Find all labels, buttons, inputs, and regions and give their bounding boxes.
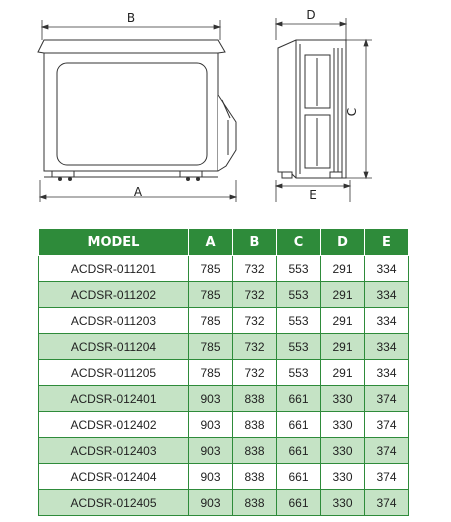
- cell-a: 785: [189, 256, 233, 282]
- cell-d: 330: [321, 386, 365, 412]
- cell-c: 661: [277, 412, 321, 438]
- table-row: [39, 438, 409, 464]
- cell-model: ACDSR-011205: [39, 360, 189, 386]
- cell-b: 732: [233, 308, 277, 334]
- cell-model: ACDSR-011201: [39, 256, 189, 282]
- label-b: B: [126, 11, 136, 25]
- cell-a: 785: [189, 308, 233, 334]
- label-a: A: [133, 185, 143, 199]
- header-d: D: [321, 229, 365, 256]
- cell-d: 291: [321, 256, 365, 282]
- cell-b: 838: [233, 490, 277, 516]
- cell-e: 334: [365, 334, 409, 360]
- cell-c: 661: [277, 464, 321, 490]
- table-row: [39, 334, 409, 360]
- cell-model: ACDSR-011203: [39, 308, 189, 334]
- cell-c: 661: [277, 438, 321, 464]
- cell-e: 334: [365, 308, 409, 334]
- header-c: C: [277, 229, 321, 256]
- cell-a: 785: [189, 334, 233, 360]
- cell-model: ACDSR-012405: [39, 490, 189, 516]
- header-a: A: [189, 229, 233, 256]
- cell-d: 330: [321, 464, 365, 490]
- cell-c: 553: [277, 282, 321, 308]
- cell-model: ACDSR-012403: [39, 438, 189, 464]
- side-view: [278, 40, 346, 178]
- table-header-row: [39, 229, 409, 256]
- cell-b: 838: [233, 464, 277, 490]
- cell-b: 732: [233, 282, 277, 308]
- header-model: MODEL: [39, 229, 189, 256]
- cell-e: 374: [365, 464, 409, 490]
- table-row: [39, 256, 409, 282]
- table-row: [39, 412, 409, 438]
- cell-e: 374: [365, 438, 409, 464]
- cell-a: 903: [189, 464, 233, 490]
- cell-c: 553: [277, 360, 321, 386]
- cell-b: 838: [233, 386, 277, 412]
- cell-c: 553: [277, 334, 321, 360]
- table-row: [39, 464, 409, 490]
- cell-d: 291: [321, 334, 365, 360]
- table-row: [39, 490, 409, 516]
- cell-c: 661: [277, 490, 321, 516]
- label-d: D: [306, 8, 316, 22]
- cell-model: ACDSR-012402: [39, 412, 189, 438]
- cell-e: 374: [365, 386, 409, 412]
- cell-d: 291: [321, 360, 365, 386]
- unit-dimension-drawing: [0, 0, 451, 215]
- cell-model: ACDSR-012401: [39, 386, 189, 412]
- cell-d: 291: [321, 282, 365, 308]
- cell-e: 374: [365, 412, 409, 438]
- cell-b: 838: [233, 412, 277, 438]
- cell-d: 330: [321, 490, 365, 516]
- cell-e: 374: [365, 490, 409, 516]
- cell-b: 838: [233, 438, 277, 464]
- cell-model: ACDSR-011202: [39, 282, 189, 308]
- cell-d: 330: [321, 438, 365, 464]
- cell-b: 732: [233, 334, 277, 360]
- cell-a: 903: [189, 490, 233, 516]
- cell-b: 732: [233, 256, 277, 282]
- cell-c: 553: [277, 256, 321, 282]
- header-e: E: [365, 229, 409, 256]
- cell-model: ACDSR-012404: [39, 464, 189, 490]
- table-row: [39, 282, 409, 308]
- header-b: B: [233, 229, 277, 256]
- cell-a: 903: [189, 386, 233, 412]
- cell-d: 291: [321, 308, 365, 334]
- table-row: [39, 360, 409, 386]
- front-view: [38, 40, 236, 181]
- cell-model: ACDSR-011204: [39, 334, 189, 360]
- cell-c: 553: [277, 308, 321, 334]
- cell-c: 661: [277, 386, 321, 412]
- table-row: [39, 308, 409, 334]
- cell-a: 785: [189, 282, 233, 308]
- cell-a: 903: [189, 412, 233, 438]
- dimensions-table: [38, 228, 409, 516]
- cell-a: 903: [189, 438, 233, 464]
- cell-b: 732: [233, 360, 277, 386]
- cell-d: 330: [321, 412, 365, 438]
- label-e: E: [309, 188, 317, 202]
- cell-e: 334: [365, 256, 409, 282]
- cell-a: 785: [189, 360, 233, 386]
- cell-e: 334: [365, 360, 409, 386]
- table-row: [39, 386, 409, 412]
- cell-e: 334: [365, 282, 409, 308]
- label-c: C: [345, 107, 359, 117]
